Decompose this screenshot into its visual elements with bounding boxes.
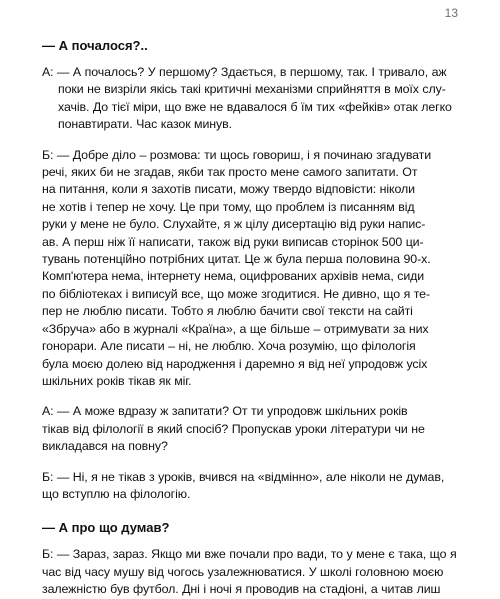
text-line: залежністю був футбол. Дні і ночі я проводив на стадіоні, а читав лиш <box>42 582 441 597</box>
text-line: понавтирати. Час казок минув. <box>58 117 232 132</box>
question-heading-1: — А почалося?.. <box>42 38 148 53</box>
text-line: речі, яких би не згадав, якби так просто мене самого запитати. От <box>42 165 418 180</box>
question-heading-2: — А про що думав? <box>42 520 170 536</box>
paragraph-b-answer-1 <box>42 147 454 391</box>
paragraph-b-answer-3 <box>42 546 457 598</box>
text-line: тікав від філології в який спосіб? Пропускав уроки літератури чи не <box>42 421 425 436</box>
paragraph-b-answer-2 <box>42 469 454 504</box>
text-line: що вступлю на філологію. <box>42 486 191 501</box>
text-line: Б: — Зараз, зараз. Якщо ми вже почали про вади, то у мене є така, що я <box>42 547 457 562</box>
text-line: Комп'ютера нема, інтернету нема, оцифрованих архівів нема, сиди <box>42 269 425 284</box>
text-line: «Збруча» або в журналі «Країна», а ще більше – отримувати за них <box>42 321 429 336</box>
text-line: руки у мене не було. Слухайте, я ж цілу дисертацію від руки напис- <box>42 217 426 232</box>
text-line: шкільних років тікав як міг. <box>42 373 192 388</box>
paragraph-a-answer-1 <box>42 64 454 134</box>
text-line: гонорари. Але писати – ні, не люблю. Хоча розумію, що філологія <box>42 339 416 354</box>
text-line: по бібліотеках і виписуй все, що може згодитися. Не дивно, що я те- <box>42 286 430 301</box>
text-line: Б: — Добре діло – розмова: ти щось говориш, і я починаю згадувати <box>42 147 432 162</box>
text-line: час від часу мушу від чогось узалежнюватися. У школі головною моєю <box>42 564 444 579</box>
page-number: 13 <box>444 6 458 20</box>
text-line: була моєю долею від народження і даремно я від неї упродовж усіх <box>42 356 428 371</box>
text-line: тувань потенційно потрібних цитат. Це ж була перша половина 90-х. <box>42 252 431 267</box>
page-content <box>42 36 457 599</box>
text-line: хачів. До тієї міри, що вже не вдавалося б їм тих «фейків» отак легко <box>58 99 452 114</box>
text-line: пер не люблю писати. Тобто я люблю бачити свої тексти на сайті <box>42 304 413 319</box>
text-line: А: — А може вдразу ж запитати? От ти упродовж шкільних років <box>42 404 408 419</box>
text-line: викладався на повну? <box>42 439 168 454</box>
text-line: Б: — Ні, я не тікав з уроків, вчився на «відмінно», але ніколи не думав, <box>42 469 445 484</box>
text-line: А: — А почалось? У першому? Здається, в першому, так. І тривало, аж <box>42 65 447 79</box>
text-line: поки не визріли якісь такі критичні механізми сприйняття в моїх слу- <box>58 82 446 97</box>
text-line: не хотів і тепер не хочу. Це при тому, що проблем із писанням від <box>42 199 415 214</box>
text-line: на питання, коли я захотів писати, можу твердо відповісти: ніколи <box>42 182 415 197</box>
text-line: ав. А перш ніж її написати, також від руки виписав сторінок 500 ци- <box>42 234 424 249</box>
paragraph-a-question-2 <box>42 403 454 455</box>
